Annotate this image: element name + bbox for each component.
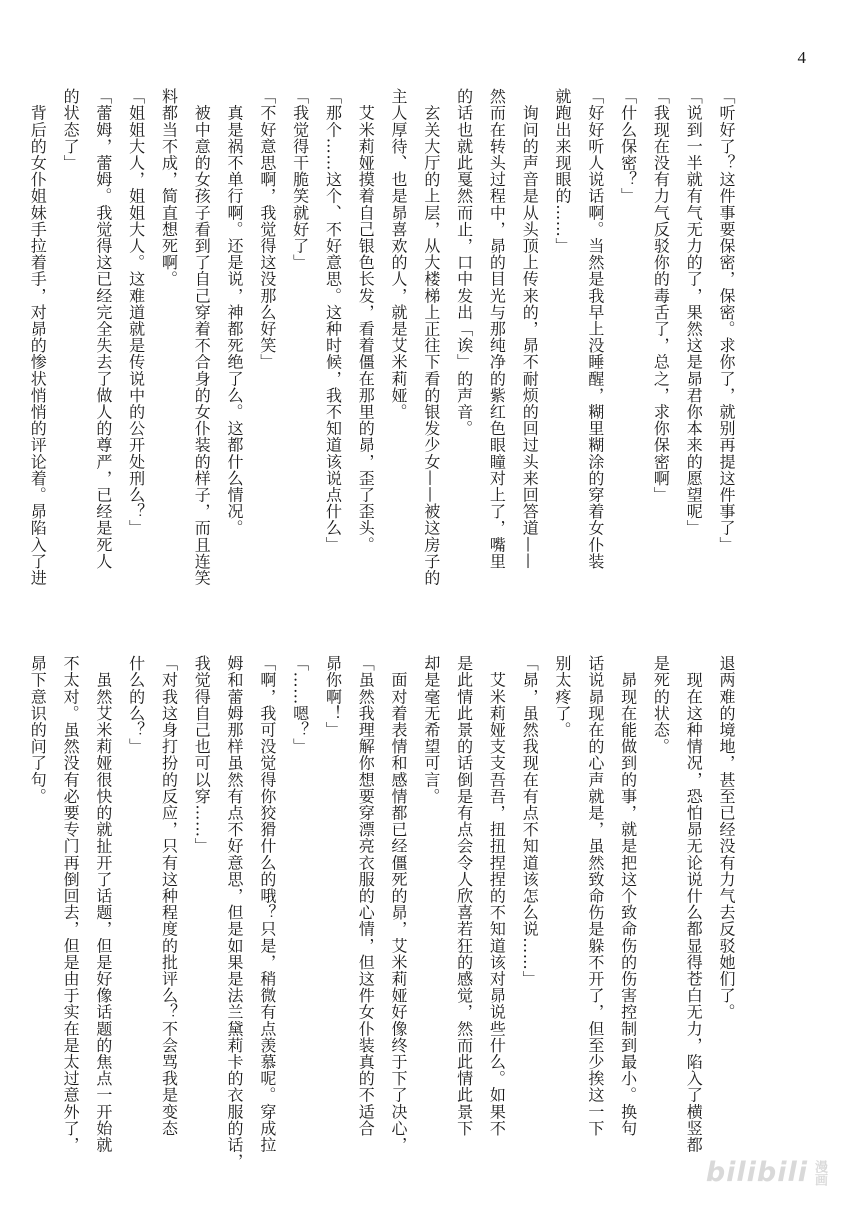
text-line: 就跑出来现眼的……」 <box>553 88 573 254</box>
text-line: 现在这种情况，恐怕昴无论说什么都显得苍白无力，陷入了横竖都 <box>684 655 704 1153</box>
text-line: 艾米莉娅支支吾吾，扭扭捏捏的不知道该对昴说些什么。如果不 <box>487 655 507 1137</box>
text-line: 昴现在能做到的事，就是把这个致命伤的伤害控制到最小。换句 <box>618 655 638 1137</box>
text-line: 然而在转头过程中，昴的目光与那纯净的紫红色眼瞳对上了，嘴里 <box>487 88 507 570</box>
text-line: 被中意的女孩子看到了自己穿着不合身的女仆装的样子，而且连笑 <box>192 88 212 586</box>
text-line: 「什么保密？」 <box>618 88 638 205</box>
text-line: 「我现在没有力气反驳你的毒舌了，总之，求你保密啊」 <box>651 88 671 503</box>
text-line: 别太疼了。 <box>553 655 573 738</box>
text-line: 「听好了？这件事要保密，保密。求你了，就别再提这件事了」 <box>717 88 736 553</box>
watermark-brand: bilibili <box>705 1157 808 1188</box>
text-line: 料都当不成，简直想死啊。 <box>159 88 179 288</box>
text-line: 退两难的境地，甚至已经没有力气去反驳她们了。 <box>717 655 736 1021</box>
text-line: 「啊，我可没觉得你狡猾什么的哦？只是，稍微有点羡慕呢。穿成拉 <box>257 655 277 1153</box>
text-line: 是此情此景的话倒是有点会令人欣喜若狂的感觉，然而此情此景下 <box>454 655 474 1137</box>
text-line: 「虽然我理解你想要穿漂亮衣服的心情，但这件女仆装真的不适合 <box>356 655 376 1137</box>
text-line: 昴你啊！」 <box>323 655 343 738</box>
watermark <box>706 1157 826 1188</box>
text-line: 什么的么？」 <box>126 655 146 755</box>
text-line: 的状态了」 <box>61 88 81 171</box>
text-line: 昴下意识的问了句。 <box>28 655 48 805</box>
text-line: 是死的状态。 <box>651 655 671 755</box>
text-line: 虽然艾米莉娅很快的就扯开了话题，但是好像话题的焦点一开始就 <box>93 655 113 1153</box>
text-line: 不太对。虽然没有必要专门再倒回去，但是由于实在是太过意外了， <box>61 655 81 1153</box>
text-line: 「说到一半就有气无力的了，果然这是昴君你本来的愿望呢」 <box>684 88 704 537</box>
text-line: 「昴，虽然我现在有点不知道该怎么说……」 <box>520 655 540 987</box>
text-line: 的话也就此戛然而止，口中发出「诶」的声音。 <box>454 88 474 437</box>
text-line: 艾米莉娅摸着自己银色长发，看着僵在那里的昴，歪了歪头。 <box>356 88 376 553</box>
text-line: 「好好听人说话啊。当然是我早上没睡醒，糊里糊涂的穿着女仆装 <box>585 88 605 570</box>
text-block-bottom <box>28 655 742 1170</box>
text-line: 背后的女仆姐妹手拉着手，对昴的惨状悄悄的评论着。昴陷入了进 <box>28 88 48 586</box>
text-line: 话说昴现在的心声就是，虽然致命伤是躲不开了，但至少挨这一下 <box>585 655 605 1137</box>
text-line: 「……嗯？」 <box>290 655 310 755</box>
text-line: 却是毫无希望可言。 <box>421 655 441 805</box>
text-line: 「不好意思啊，我觉得这没那么好笑」 <box>257 88 277 371</box>
text-line: 面对着表情和感情都已经僵死的昴，艾米莉娅好像终于下了决心， <box>389 655 409 1153</box>
page-number: 4 <box>797 48 806 67</box>
text-line: 「对我这身打扮的反应，只有这种程度的批评么？不会骂我是变态 <box>159 655 179 1137</box>
text-block-top <box>28 88 742 623</box>
watermark-sub: 漫画 <box>812 1159 827 1186</box>
text-line: 「那个……这个、不好意思。这种时候，我不知道该说点什么」 <box>323 88 343 553</box>
text-line: 玄关大厅的上层，从大楼梯上正往下看的银发少女——被这房子的 <box>421 88 441 586</box>
text-line: 主人厚待、也是昴喜欢的人，就是艾米莉娅。 <box>389 88 409 420</box>
text-line: 姆和蕾姆那样虽然有点不好意思，但是如果是法兰黛莉卡的衣服的话， <box>225 655 245 1170</box>
text-line: 「姐姐大人，姐姐大人。这难道就是传说中的公开处刑么？」 <box>126 88 146 537</box>
text-line: 我觉得自己也可以穿……」 <box>192 655 212 855</box>
text-line: 「我觉得干脆笑就好了」 <box>290 88 310 271</box>
text-line: 询问的声音是从头顶上传来的，昴不耐烦的回过头来回答道—— <box>520 88 540 570</box>
text-line: 「蕾姆，蕾姆。我觉得这已经完全失去了做人的尊严，已经是死人 <box>93 88 113 570</box>
text-line: 真是祸不单行啊。还是说，神都死绝了么。这都什么情况。 <box>225 88 245 537</box>
